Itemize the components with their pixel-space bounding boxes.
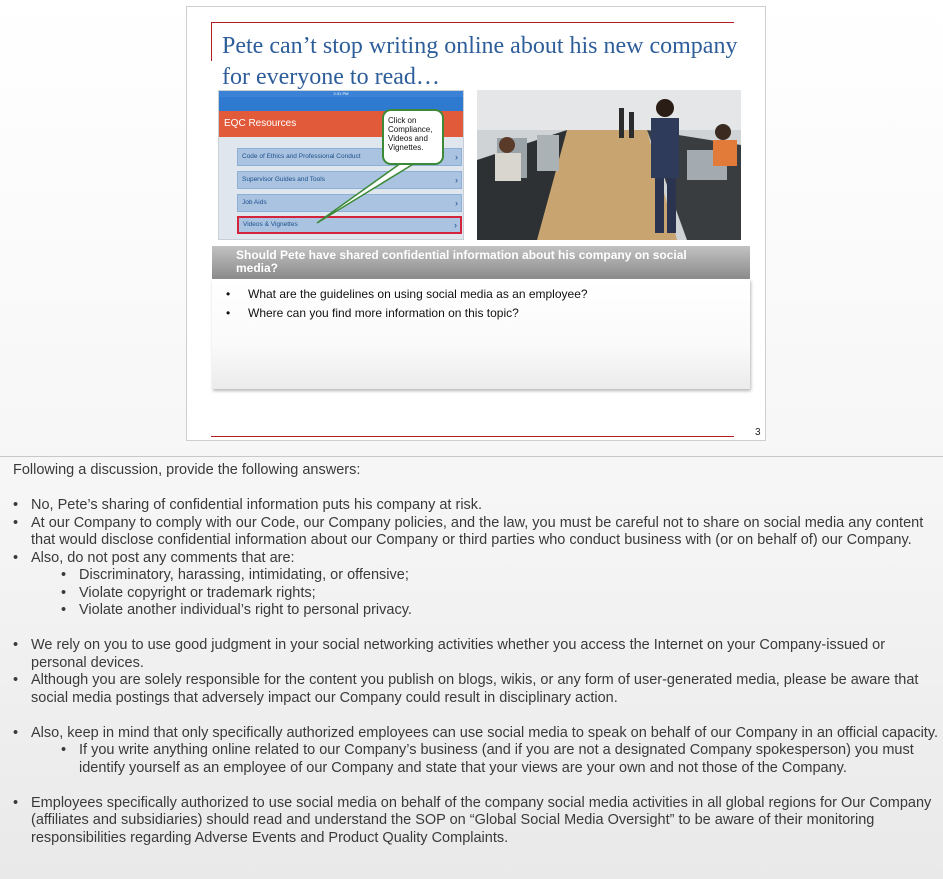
- notes-sub-bullet: [13, 567, 941, 585]
- bullet-glyph: •: [226, 287, 231, 301]
- slide-title: Pete can’t stop writing online about his new company for everyone to read…: [222, 33, 738, 90]
- notes-bullet-text: Also, do not post any comments that are:: [31, 549, 295, 566]
- notes-bullet-text: No, Pete’s sharing of confidential information puts his company at risk.: [31, 497, 483, 513]
- notes-bullet: [13, 550, 941, 568]
- app-menu-item-label: Supervisor Guides and Tools: [242, 176, 325, 183]
- bullet-glyph: •: [13, 514, 19, 531]
- notes-bullet: [13, 795, 941, 848]
- bullet-glyph: •: [61, 742, 67, 758]
- notes-bullet: [13, 672, 941, 707]
- bullet-glyph: •: [61, 567, 67, 583]
- notes-bullet-text: Discriminatory, harassing, intimidating, or offensive;: [79, 567, 409, 583]
- app-status-bar: 2:31 PM: [219, 91, 463, 97]
- notes-bullet: [13, 725, 941, 743]
- notes-divider[interactable]: [0, 456, 943, 457]
- app-menu-item-label: Job Aids: [242, 199, 267, 206]
- chevron-right-icon: ›: [455, 152, 458, 162]
- notes-bullet-text: We rely on you to use good judgment in your social networking activities whether you access the Internet on your Company-issued or personal devices.: [31, 637, 886, 671]
- list-item: [212, 285, 750, 304]
- notes-bullet-text: Although you are solely responsible for the content you publish on blogs, wikis, or any form of user-generated media, please be aware that social media postings that adversely impact our Company could result in disciplinary action.: [31, 672, 919, 706]
- bullet-glyph: •: [13, 497, 19, 513]
- app-menu-item-label: Videos & Vignettes: [243, 221, 298, 228]
- notes-bullet-text: If you write anything online related to our Company’s business (and if you are not a designated Company spokesperson) you must identify yourself as an employee of our Company and state that your views are your own and not those of the Company.: [79, 742, 914, 776]
- chevron-right-icon: ›: [455, 175, 458, 185]
- question-banner: Should Pete have shared confidential information about his company on social media?: [212, 246, 750, 279]
- callout-bubble: Click on Compliance, Videos and Vignettes.: [382, 109, 444, 165]
- bullet-glyph: •: [13, 794, 19, 811]
- footer-accent-line: [211, 436, 734, 437]
- bullet-glyph: •: [226, 306, 231, 320]
- bullet-glyph: •: [13, 637, 19, 653]
- app-menu-item-label: Code of Ethics and Professional Conduct: [242, 153, 361, 160]
- bullet-glyph: •: [61, 584, 67, 601]
- notes-bullet-text: Violate another individual’s right to personal privacy.: [79, 602, 412, 618]
- notes-bullet-text: At our Company to comply with our Code, our Company policies, and the law, you must be careful not to share on social media any content that would disclose confidential information about our Company or third parties who conduct business with (or on behalf of) our Company.: [31, 514, 924, 548]
- notes-bullet-text: Employees specifically authorized to use social media on behalf of the company social media activities in all global regions for Our Company (affiliates and subsidiaries) should read and understand the SOP on “Global Social Media Oversight” to be aware of their monitoring responsibilities regarding Adverse Events and Product Quality Complaints.: [31, 794, 932, 846]
- bullet-glyph: •: [13, 549, 19, 566]
- slide-thumbnail[interactable]: [186, 6, 766, 441]
- bullet-glyph: •: [13, 724, 19, 741]
- list-item-text: What are the guidelines on using social media as an employee?: [248, 287, 588, 301]
- app-header: EQC Resources: [219, 111, 463, 137]
- chevron-right-icon: ›: [455, 198, 458, 208]
- chevron-right-icon: ›: [454, 220, 457, 230]
- notes-sub-bullet: [13, 602, 941, 620]
- notes-bullet-text: Violate copyright or trademark rights;: [79, 584, 316, 601]
- notes-bullet: [13, 637, 941, 672]
- speaker-notes[interactable]: [13, 462, 941, 847]
- list-item: [212, 304, 750, 323]
- question-bullets-box: [212, 279, 750, 389]
- notes-bullet-text: Also, keep in mind that only specifically authorized employees can use social media to speak on behalf of our Company in an official capacity.: [31, 724, 939, 741]
- list-item-text: Where can you find more information on this topic?: [248, 306, 519, 320]
- notes-intro: Following a discussion, provide the following answers:: [13, 462, 361, 478]
- page-number: 3: [755, 427, 761, 438]
- notes-sub-bullet: [13, 742, 941, 777]
- bullet-glyph: •: [61, 602, 67, 618]
- notes-bullet: [13, 515, 941, 550]
- notes-bullet: [13, 497, 941, 515]
- bullet-glyph: •: [13, 672, 19, 688]
- notes-sub-bullet: [13, 585, 941, 603]
- office-photo: [477, 90, 741, 240]
